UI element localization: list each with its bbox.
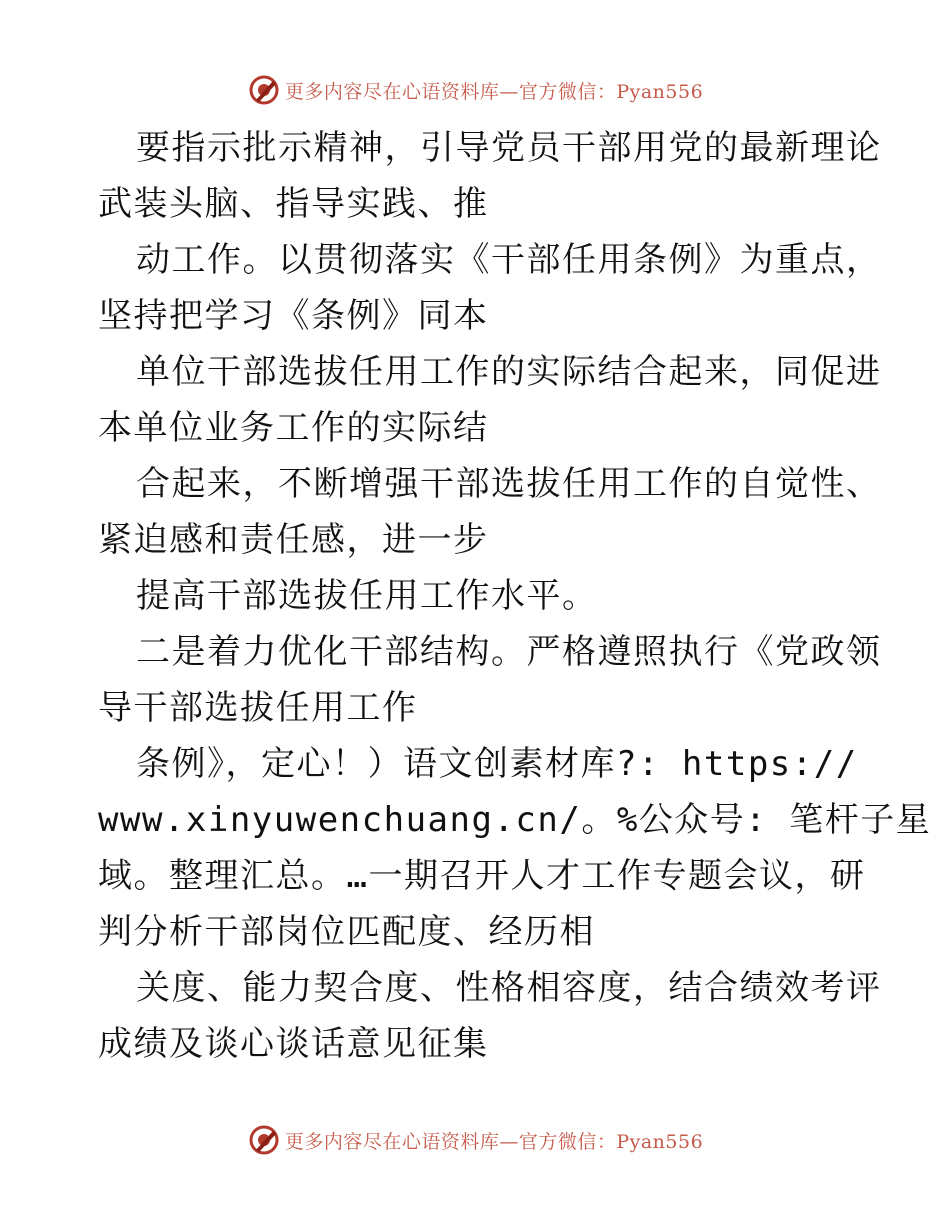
- text-line: 关度、能力契合度、性格相容度，结合绩效考评: [136, 968, 882, 1008]
- text-line: 二是着力优化干部结构。严格遵照执行《党政领: [136, 632, 882, 672]
- text-line: 要指示批示精神，引导党员干部用党的最新理论: [136, 128, 882, 168]
- text-line: 域。整理汇总。…一期召开人才工作专题会议，研: [98, 856, 866, 896]
- text-line: 动工作。以贯彻落实《干部任用条例》为重点，: [136, 240, 882, 280]
- text-line: 本单位业务工作的实际结: [98, 408, 489, 448]
- text-line: 判分析干部岗位匹配度、经历相: [98, 912, 595, 952]
- text-line: 单位干部选拔任用工作的实际结合起来，同促进: [136, 352, 882, 392]
- text-line: 坚持把学习《条例》同本: [98, 296, 489, 336]
- pen-logo-icon: [247, 73, 281, 107]
- text-line: 武装头脑、指导实践、推: [98, 184, 489, 224]
- pen-logo-icon: [247, 1123, 281, 1157]
- footer-banner: [0, 1120, 950, 1160]
- text-line: www.xinyuwenchuang.cn/。%公众号: 笔杆子星: [98, 800, 932, 840]
- header-banner: [0, 70, 950, 110]
- text-line: 成绩及谈心谈话意见征集: [98, 1024, 489, 1064]
- text-line: 导干部选拔任用工作: [98, 688, 418, 728]
- text-line: 条例》，定心！）语文创素材库?: https://: [136, 744, 858, 784]
- banner-text: 更多内容尽在心语资料库—官方微信：Pyan556: [284, 80, 704, 103]
- text-line: 合起来，不断增强干部选拔任用工作的自觉性、: [136, 464, 882, 504]
- text-line: 提高干部选拔任用工作水平。: [136, 576, 598, 616]
- banner-text: 更多内容尽在心语资料库—官方微信：Pyan556: [284, 1130, 704, 1153]
- text-line: 紧迫感和责任感，进一步: [98, 520, 489, 560]
- document-body: [98, 120, 932, 1072]
